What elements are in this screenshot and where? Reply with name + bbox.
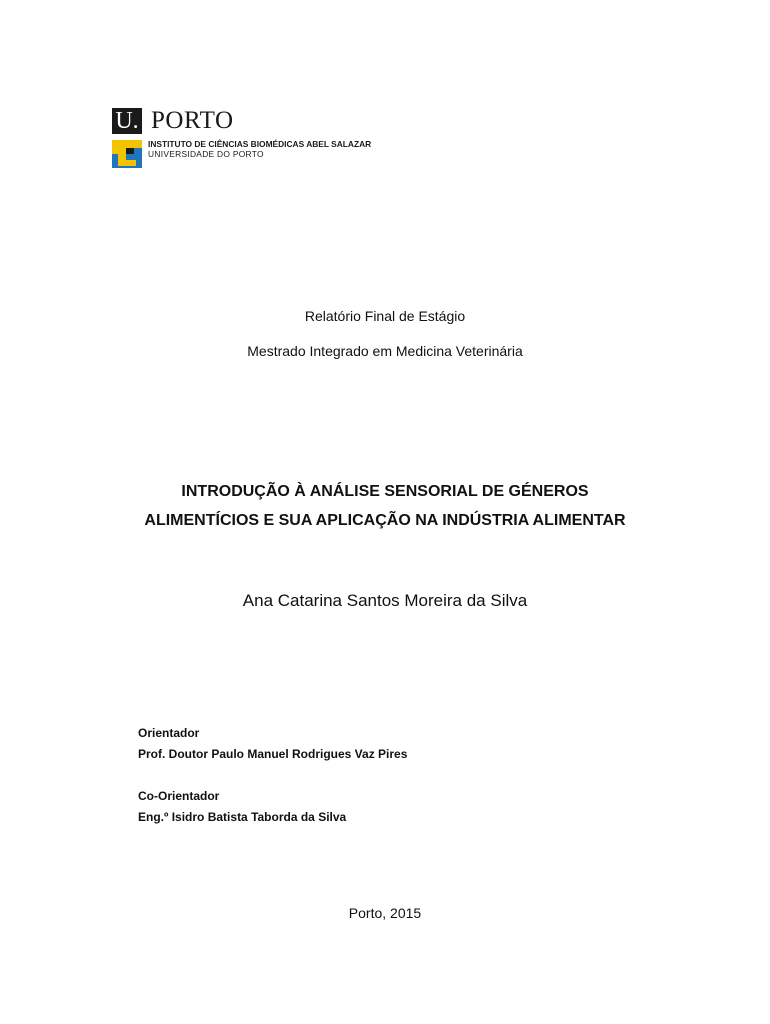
university-name: UNIVERSIDADE DO PORTO (148, 149, 264, 159)
place-and-date: Porto, 2015 (348, 905, 422, 921)
logo-u-letter: U. (112, 108, 142, 134)
co-supervisor-label: Co-Orientador (138, 789, 220, 803)
supervisor-label: Orientador (138, 726, 200, 740)
degree-name: Mestrado Integrado em Medicina Veterinária (247, 343, 523, 359)
co-supervisor-name: Eng.º Isidro Batista Taborda da Silva (138, 810, 347, 824)
icbas-emblem-icon (112, 140, 142, 168)
document-title-line-2: ALIMENTÍCIOS E SUA APLICAÇÃO NA INDÚSTRIA ALIMENTAR (144, 512, 626, 529)
document-title-line-1: INTRODUÇÃO À ANÁLISE SENSORIAL DE GÉNEROS (181, 483, 589, 500)
supervisor-name: Prof. Doutor Paulo Manuel Rodrigues Vaz Pires (138, 747, 408, 761)
university-logo (112, 106, 372, 170)
institute-name: INSTITUTO DE CIÊNCIAS BIOMÉDICAS ABEL SALAZAR (148, 139, 372, 149)
logo-porto-word: PORTO (151, 107, 234, 134)
report-type: Relatório Final de Estágio (304, 308, 466, 324)
author-name: Ana Catarina Santos Moreira da Silva (242, 591, 528, 610)
